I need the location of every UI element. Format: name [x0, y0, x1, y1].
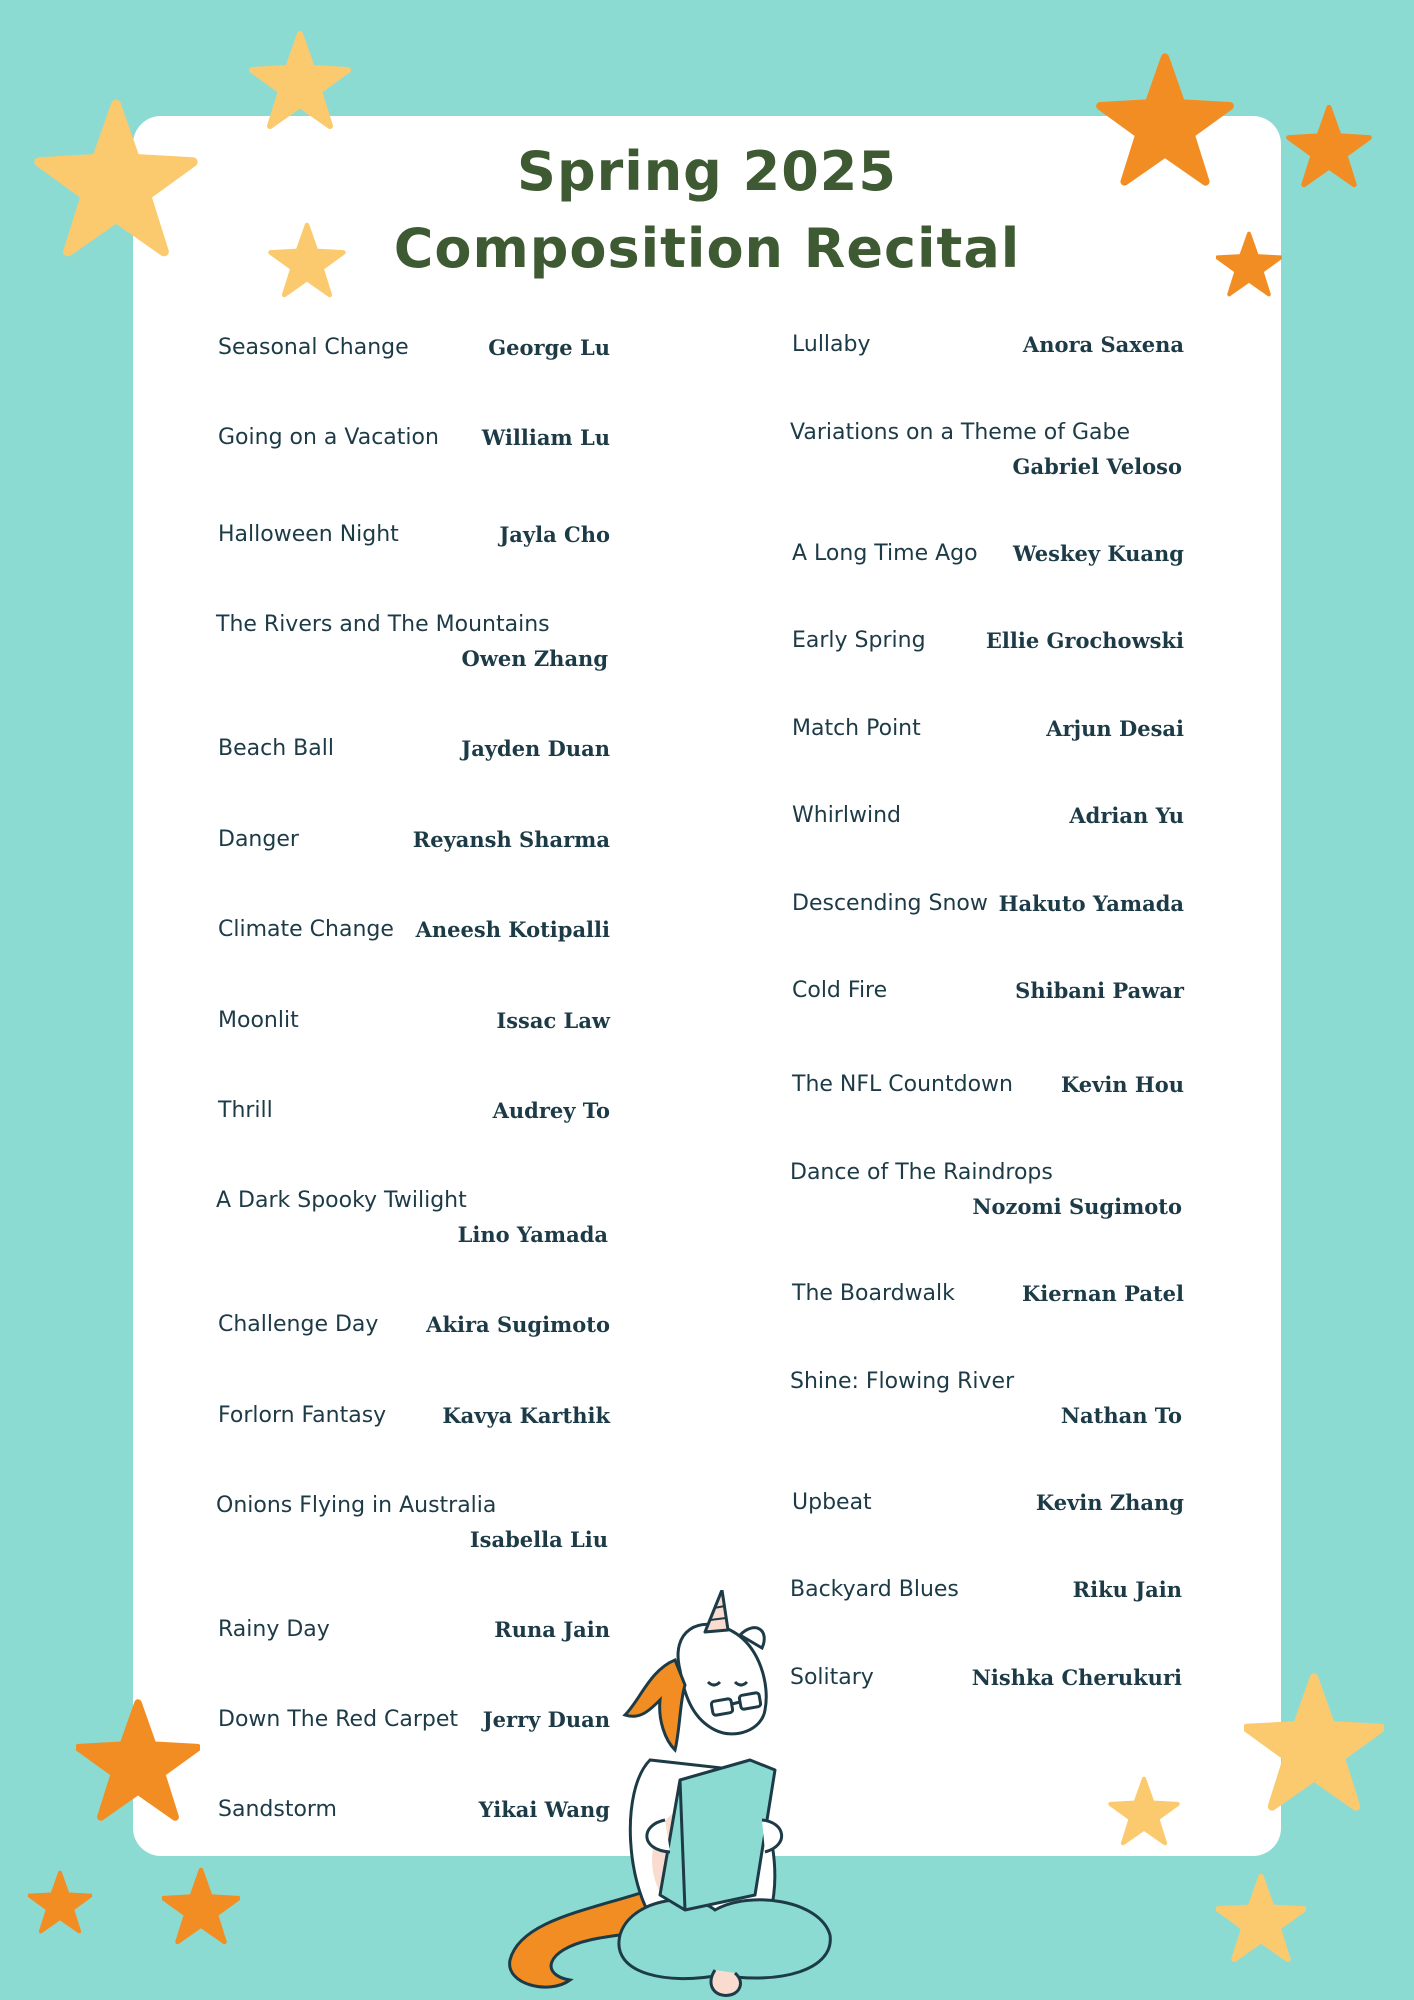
- composer-name: Lino Yamada: [457, 1222, 608, 1247]
- composer-name: Yikai Wang: [478, 1797, 610, 1822]
- program-entry: [792, 803, 1184, 839]
- unicorn-reading-icon: [500, 1590, 840, 2000]
- program-entry: [216, 1188, 608, 1260]
- composer-name: Audrey To: [492, 1098, 610, 1123]
- program-entry: [218, 335, 610, 371]
- piece-title: Whirlwind: [792, 803, 901, 828]
- program-entry: [792, 891, 1184, 927]
- program-entry: [218, 827, 610, 863]
- composer-name: Nishka Cherukuri: [971, 1665, 1182, 1690]
- composer-name: Shibani Pawar: [1015, 978, 1184, 1003]
- piece-title: Danger: [218, 827, 299, 852]
- piece-title: Halloween Night: [218, 522, 399, 547]
- star-icon: [162, 1858, 240, 1954]
- piece-title: Dance of The Raindrops: [790, 1160, 1053, 1185]
- piece-title: Cold Fire: [792, 978, 888, 1003]
- star-icon: [26, 98, 206, 258]
- program-entry: [792, 541, 1184, 577]
- piece-title: Forlorn Fantasy: [218, 1403, 387, 1428]
- program-entry: [792, 628, 1184, 664]
- program-entry: [792, 716, 1184, 752]
- piece-title: Upbeat: [792, 1490, 872, 1515]
- piece-title: Sandstorm: [218, 1797, 337, 1822]
- piece-title: A Long Time Ago: [792, 541, 978, 566]
- program-entry: [790, 420, 1182, 492]
- program-entry: [790, 1160, 1182, 1232]
- composer-name: Runa Jain: [494, 1617, 610, 1642]
- composer-name: Nozomi Sugimoto: [972, 1194, 1182, 1219]
- star-icon: [28, 1868, 92, 1936]
- composer-name: Isabella Liu: [469, 1527, 608, 1552]
- composer-name: Issac Law: [496, 1008, 610, 1033]
- composer-name: Kevin Hou: [1060, 1072, 1184, 1097]
- piece-title: Onions Flying in Australia: [216, 1493, 497, 1518]
- star-icon: [76, 1690, 200, 1830]
- program-entry: [790, 1369, 1182, 1441]
- program-entry: [792, 1281, 1184, 1317]
- program-entry: [218, 1098, 610, 1134]
- star-icon: [240, 30, 360, 130]
- program-entry: [792, 978, 1184, 1014]
- star-icon: [1286, 104, 1372, 188]
- composer-name: Kevin Zhang: [1035, 1490, 1184, 1515]
- piece-title: Down The Red Carpet: [218, 1707, 459, 1732]
- composer-name: Owen Zhang: [461, 646, 608, 671]
- piece-title: Variations on a Theme of Gabe: [790, 420, 1131, 445]
- piece-title: Climate Change: [218, 917, 394, 942]
- piece-title: Early Spring: [792, 628, 926, 653]
- composer-name: Riku Jain: [1072, 1577, 1182, 1602]
- composer-name: Jerry Duan: [482, 1707, 610, 1732]
- composer-name: William Lu: [481, 425, 610, 450]
- piece-title: Rainy Day: [218, 1617, 330, 1642]
- program-entry: [792, 1490, 1184, 1526]
- composer-name: Kavya Karthik: [442, 1403, 610, 1428]
- program-entry: [218, 522, 610, 558]
- star-icon: [264, 222, 350, 298]
- piece-title: Going on a Vacation: [218, 425, 439, 450]
- piece-title: Lullaby: [792, 332, 871, 357]
- piece-title: A Dark Spooky Twilight: [216, 1188, 467, 1213]
- composer-name: Aneesh Kotipalli: [415, 917, 610, 942]
- composer-name: Anora Saxena: [1022, 332, 1184, 357]
- piece-title: Challenge Day: [218, 1312, 379, 1337]
- star-icon: [1216, 228, 1282, 300]
- composer-name: Adrian Yu: [1069, 803, 1184, 828]
- program-entry: [792, 332, 1184, 368]
- star-icon: [1244, 1662, 1384, 1822]
- star-icon: [1090, 52, 1240, 187]
- composer-name: Nathan To: [1060, 1403, 1182, 1428]
- piece-title: Thrill: [218, 1098, 273, 1123]
- program-entry: [216, 1493, 608, 1565]
- piece-title: The Rivers and The Mountains: [216, 612, 550, 637]
- composer-name: Reyansh Sharma: [412, 827, 610, 852]
- piece-title: Solitary: [790, 1665, 874, 1690]
- star-icon: [1216, 1872, 1306, 1964]
- composer-name: Kiernan Patel: [1022, 1281, 1184, 1306]
- program-entry: [218, 917, 610, 953]
- program-entry: [218, 1008, 610, 1044]
- piece-title: The NFL Countdown: [792, 1072, 1013, 1097]
- program-entry: [218, 425, 610, 461]
- piece-title: Seasonal Change: [218, 335, 409, 360]
- piece-title: Beach Ball: [218, 736, 334, 761]
- piece-title: Descending Snow: [792, 891, 988, 916]
- composer-name: Weskey Kuang: [1012, 541, 1184, 566]
- program-entry: [790, 1665, 1182, 1701]
- program-entry: [790, 1577, 1182, 1613]
- composer-name: Jayla Cho: [499, 522, 610, 547]
- program-entry: [218, 736, 610, 772]
- piece-title: The Boardwalk: [792, 1281, 955, 1306]
- star-icon: [1104, 1776, 1184, 1846]
- composer-name: Akira Sugimoto: [426, 1312, 610, 1337]
- program-entry: [216, 612, 608, 684]
- composer-name: Hakuto Yamada: [998, 891, 1184, 916]
- composer-name: George Lu: [488, 335, 610, 360]
- composer-name: Jayden Duan: [461, 736, 610, 761]
- program-entry: [218, 1403, 610, 1439]
- piece-title: Shine: Flowing River: [790, 1369, 1015, 1394]
- piece-title: Backyard Blues: [790, 1577, 959, 1602]
- composer-name: Gabriel Veloso: [1012, 454, 1182, 479]
- program-entry: [218, 1312, 610, 1348]
- page-title-line2: Composition Recital: [393, 217, 1021, 280]
- composer-name: Arjun Desai: [1046, 716, 1184, 741]
- piece-title: Moonlit: [218, 1008, 299, 1033]
- composer-name: Ellie Grochowski: [985, 628, 1184, 653]
- program-entry: [792, 1072, 1184, 1108]
- page-title-line1: Spring 2025: [517, 140, 897, 203]
- piece-title: Match Point: [792, 716, 921, 741]
